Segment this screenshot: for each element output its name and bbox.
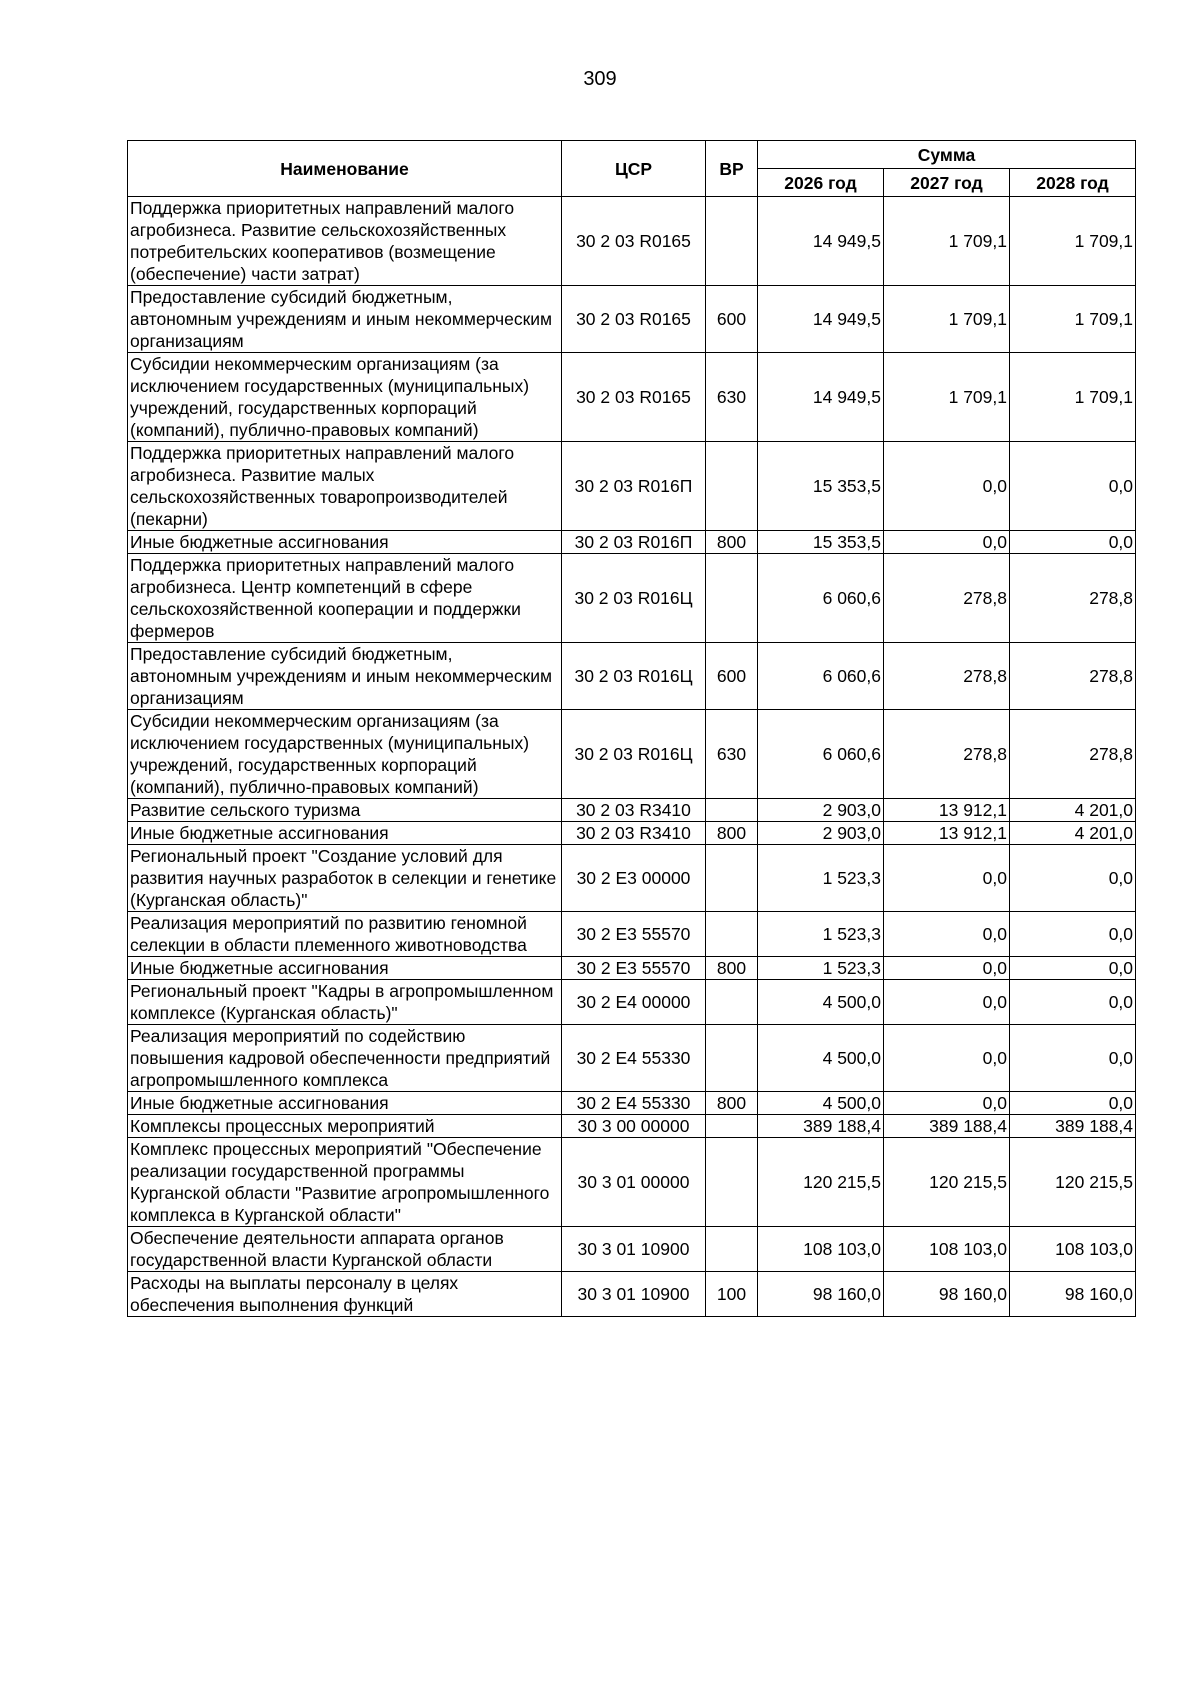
- row-csr-cell: 30 3 01 10900: [562, 1227, 706, 1272]
- row-amount-2026: 4 500,0: [758, 1025, 884, 1092]
- row-amount-2028: 0,0: [1010, 1025, 1136, 1092]
- table-row: [128, 845, 1136, 912]
- row-vr-cell: [706, 1138, 758, 1227]
- table-row: [128, 643, 1136, 710]
- row-amount-2026: 4 500,0: [758, 980, 884, 1025]
- row-amount-2028: 0,0: [1010, 845, 1136, 912]
- row-amount-2027: 0,0: [884, 912, 1010, 957]
- table-row: [128, 710, 1136, 799]
- row-amount-2026: 14 949,5: [758, 286, 884, 353]
- row-csr-cell: 30 2 Е3 00000: [562, 845, 706, 912]
- row-csr-cell: 30 2 03 R0165: [562, 197, 706, 286]
- row-csr-cell: 30 2 03 R3410: [562, 799, 706, 822]
- row-csr-cell: 30 2 Е4 55330: [562, 1025, 706, 1092]
- row-csr-cell: 30 2 Е3 55570: [562, 912, 706, 957]
- row-name-cell: Обеспечение деятельности аппарата органов государственной власти Курганской области: [128, 1227, 562, 1272]
- table-row: [128, 1272, 1136, 1317]
- table-row: [128, 1115, 1136, 1138]
- table-body: [128, 197, 1136, 1317]
- header-sum: Сумма: [758, 141, 1136, 169]
- row-amount-2026: 1 523,3: [758, 845, 884, 912]
- header-year-2028: 2028 год: [1010, 169, 1136, 197]
- page-number: 309: [583, 68, 617, 90]
- row-amount-2026: 6 060,6: [758, 643, 884, 710]
- row-amount-2027: 0,0: [884, 1025, 1010, 1092]
- row-csr-cell: 30 2 03 R0165: [562, 353, 706, 442]
- row-amount-2027: 0,0: [884, 957, 1010, 980]
- table-row: [128, 912, 1136, 957]
- header-csr: ЦСР: [562, 141, 706, 197]
- row-name-cell: Иные бюджетные ассигнования: [128, 1092, 562, 1115]
- header-year-2026: 2026 год: [758, 169, 884, 197]
- row-amount-2028: 278,8: [1010, 554, 1136, 643]
- row-name-cell: Поддержка приоритетных направлений малого агробизнеса. Развитие сельскохозяйственных потребительских кооперативов (возмещение (обеспечение) части затрат): [128, 197, 562, 286]
- row-vr-cell: [706, 845, 758, 912]
- row-csr-cell: 30 2 03 R016Ц: [562, 710, 706, 799]
- row-vr-cell: [706, 554, 758, 643]
- table-row: [128, 531, 1136, 554]
- row-name-cell: Комплексы процессных мероприятий: [128, 1115, 562, 1138]
- row-amount-2026: 6 060,6: [758, 710, 884, 799]
- row-csr-cell: 30 2 03 R016Ц: [562, 554, 706, 643]
- table-row: [128, 1138, 1136, 1227]
- table-row: [128, 1227, 1136, 1272]
- table-header: [128, 141, 1136, 197]
- row-amount-2026: 120 215,5: [758, 1138, 884, 1227]
- row-name-cell: Иные бюджетные ассигнования: [128, 822, 562, 845]
- row-vr-cell: [706, 1227, 758, 1272]
- row-csr-cell: 30 2 Е3 55570: [562, 957, 706, 980]
- row-csr-cell: 30 2 Е4 55330: [562, 1092, 706, 1115]
- header-name: Наименование: [128, 141, 562, 197]
- row-name-cell: Развитие сельского туризма: [128, 799, 562, 822]
- row-name-cell: Региональный проект "Кадры в агропромышленном комплексе (Курганская область)": [128, 980, 562, 1025]
- table-row: [128, 442, 1136, 531]
- row-amount-2026: 14 949,5: [758, 197, 884, 286]
- row-amount-2026: 6 060,6: [758, 554, 884, 643]
- row-amount-2027: 1 709,1: [884, 353, 1010, 442]
- row-vr-cell: [706, 1025, 758, 1092]
- row-amount-2028: 389 188,4: [1010, 1115, 1136, 1138]
- row-vr-cell: [706, 799, 758, 822]
- row-amount-2026: 4 500,0: [758, 1092, 884, 1115]
- row-amount-2026: 14 949,5: [758, 353, 884, 442]
- table-row: [128, 286, 1136, 353]
- row-amount-2027: 278,8: [884, 554, 1010, 643]
- budget-table: [127, 140, 1136, 1317]
- row-name-cell: Расходы на выплаты персоналу в целях обеспечения выполнения функций: [128, 1272, 562, 1317]
- row-amount-2028: 278,8: [1010, 710, 1136, 799]
- row-vr-cell: 800: [706, 531, 758, 554]
- row-name-cell: Поддержка приоритетных направлений малого агробизнеса. Центр компетенций в сфере сельскохозяйственной кооперации и поддержки фермеров: [128, 554, 562, 643]
- row-amount-2027: 13 912,1: [884, 822, 1010, 845]
- row-amount-2028: 1 709,1: [1010, 197, 1136, 286]
- row-amount-2027: 0,0: [884, 980, 1010, 1025]
- row-amount-2028: 4 201,0: [1010, 822, 1136, 845]
- row-csr-cell: 30 2 Е4 00000: [562, 980, 706, 1025]
- row-vr-cell: [706, 1115, 758, 1138]
- row-amount-2027: 0,0: [884, 442, 1010, 531]
- row-amount-2026: 2 903,0: [758, 822, 884, 845]
- row-name-cell: Поддержка приоритетных направлений малого агробизнеса. Развитие малых сельскохозяйственных товаропроизводителей (пекарни): [128, 442, 562, 531]
- row-amount-2028: 0,0: [1010, 980, 1136, 1025]
- row-amount-2028: 108 103,0: [1010, 1227, 1136, 1272]
- row-name-cell: Реализация мероприятий по развитию геномной селекции в области племенного животноводства: [128, 912, 562, 957]
- header-year-2027: 2027 год: [884, 169, 1010, 197]
- row-csr-cell: 30 2 03 R0165: [562, 286, 706, 353]
- row-amount-2027: 0,0: [884, 845, 1010, 912]
- row-amount-2028: 0,0: [1010, 1092, 1136, 1115]
- row-amount-2027: 278,8: [884, 643, 1010, 710]
- row-name-cell: Субсидии некоммерческим организациям (за исключением государственных (муниципальных) учреждений, государственных корпораций (компаний), публично-правовых компаний): [128, 353, 562, 442]
- row-amount-2026: 15 353,5: [758, 531, 884, 554]
- row-amount-2027: 98 160,0: [884, 1272, 1010, 1317]
- row-amount-2028: 1 709,1: [1010, 286, 1136, 353]
- row-csr-cell: 30 3 00 00000: [562, 1115, 706, 1138]
- row-amount-2027: 1 709,1: [884, 197, 1010, 286]
- row-csr-cell: 30 2 03 R016Ц: [562, 643, 706, 710]
- row-vr-cell: 600: [706, 643, 758, 710]
- row-amount-2028: 278,8: [1010, 643, 1136, 710]
- row-amount-2026: 15 353,5: [758, 442, 884, 531]
- row-vr-cell: [706, 442, 758, 531]
- row-amount-2028: 0,0: [1010, 912, 1136, 957]
- row-name-cell: Предоставление субсидий бюджетным, автономным учреждениям и иным некоммерческим организациям: [128, 286, 562, 353]
- row-amount-2027: 0,0: [884, 1092, 1010, 1115]
- row-amount-2026: 1 523,3: [758, 912, 884, 957]
- row-amount-2028: 0,0: [1010, 957, 1136, 980]
- row-name-cell: Региональный проект "Создание условий для развития научных разработок в селекции и генетике (Курганская область)": [128, 845, 562, 912]
- row-amount-2027: 13 912,1: [884, 799, 1010, 822]
- row-vr-cell: 800: [706, 957, 758, 980]
- row-amount-2028: 1 709,1: [1010, 353, 1136, 442]
- row-name-cell: Комплекс процессных мероприятий "Обеспечение реализации государственной программы Курганской области "Развитие агропромышленного комплекса в Курганской области": [128, 1138, 562, 1227]
- row-amount-2028: 4 201,0: [1010, 799, 1136, 822]
- row-amount-2028: 120 215,5: [1010, 1138, 1136, 1227]
- table-row: [128, 1025, 1136, 1092]
- row-amount-2026: 1 523,3: [758, 957, 884, 980]
- row-name-cell: Субсидии некоммерческим организациям (за исключением государственных (муниципальных) учреждений, государственных корпораций (компаний), публично-правовых компаний): [128, 710, 562, 799]
- row-vr-cell: 100: [706, 1272, 758, 1317]
- table-row: [128, 822, 1136, 845]
- row-amount-2026: 389 188,4: [758, 1115, 884, 1138]
- row-amount-2028: 98 160,0: [1010, 1272, 1136, 1317]
- row-vr-cell: [706, 197, 758, 286]
- row-amount-2027: 108 103,0: [884, 1227, 1010, 1272]
- row-amount-2028: 0,0: [1010, 531, 1136, 554]
- row-name-cell: Реализация мероприятий по содействию повышения кадровой обеспеченности предприятий агропромышленного комплекса: [128, 1025, 562, 1092]
- row-amount-2026: 108 103,0: [758, 1227, 884, 1272]
- row-vr-cell: [706, 912, 758, 957]
- row-amount-2027: 389 188,4: [884, 1115, 1010, 1138]
- table-row: [128, 957, 1136, 980]
- row-vr-cell: 630: [706, 710, 758, 799]
- table-row: [128, 799, 1136, 822]
- row-amount-2027: 278,8: [884, 710, 1010, 799]
- row-vr-cell: 800: [706, 822, 758, 845]
- table-row: [128, 353, 1136, 442]
- row-csr-cell: 30 2 03 R3410: [562, 822, 706, 845]
- table-row: [128, 197, 1136, 286]
- row-name-cell: Иные бюджетные ассигнования: [128, 531, 562, 554]
- row-csr-cell: 30 2 03 R016П: [562, 442, 706, 531]
- row-amount-2027: 120 215,5: [884, 1138, 1010, 1227]
- row-vr-cell: 800: [706, 1092, 758, 1115]
- header-vr: ВР: [706, 141, 758, 197]
- row-name-cell: Предоставление субсидий бюджетным, автономным учреждениям и иным некоммерческим организациям: [128, 643, 562, 710]
- table-row: [128, 1092, 1136, 1115]
- row-amount-2027: 1 709,1: [884, 286, 1010, 353]
- row-vr-cell: [706, 980, 758, 1025]
- row-vr-cell: 630: [706, 353, 758, 442]
- row-csr-cell: 30 3 01 10900: [562, 1272, 706, 1317]
- row-csr-cell: 30 2 03 R016П: [562, 531, 706, 554]
- row-csr-cell: 30 3 01 00000: [562, 1138, 706, 1227]
- table-row: [128, 554, 1136, 643]
- row-amount-2027: 0,0: [884, 531, 1010, 554]
- row-amount-2026: 98 160,0: [758, 1272, 884, 1317]
- row-amount-2028: 0,0: [1010, 442, 1136, 531]
- row-vr-cell: 600: [706, 286, 758, 353]
- table-row: [128, 980, 1136, 1025]
- row-name-cell: Иные бюджетные ассигнования: [128, 957, 562, 980]
- row-amount-2026: 2 903,0: [758, 799, 884, 822]
